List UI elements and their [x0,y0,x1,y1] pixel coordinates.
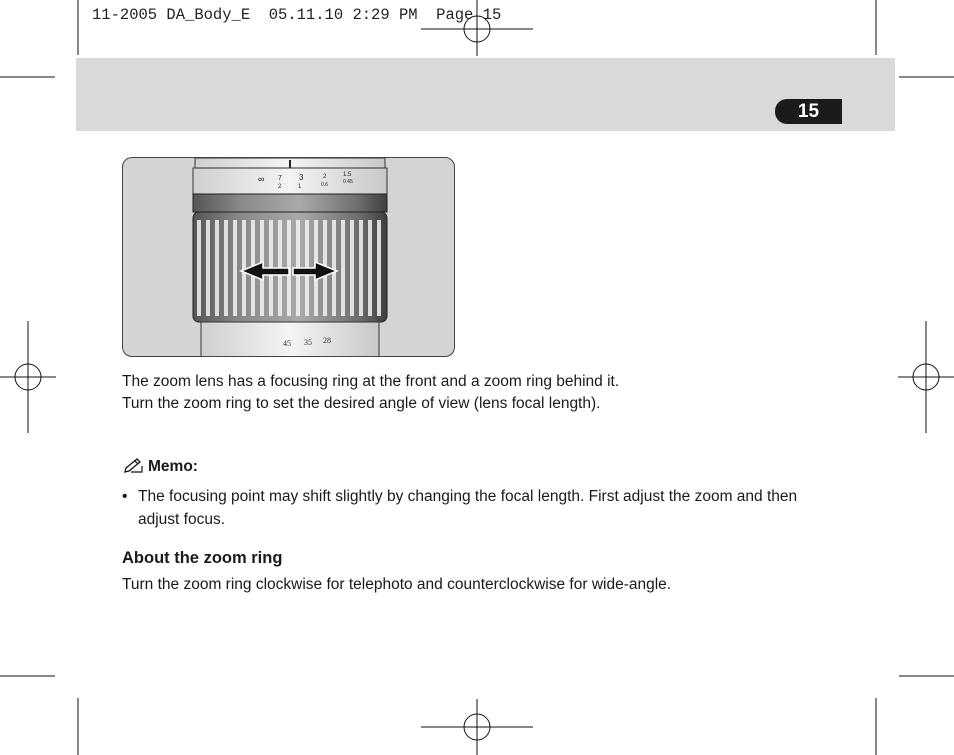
body-line-1: The zoom lens has a focusing ring at the front and a zoom ring behind it. [122,373,620,390]
memo-heading [122,458,198,476]
memo-label: Memo: [148,458,198,475]
distance-scale-upper-4: 1.5 [343,172,352,178]
pencil-memo-icon [122,458,144,474]
registration-target-right [898,321,954,433]
distance-scale-lower-0: 2 [278,184,282,190]
zoom-lens-drawing [123,158,455,357]
lens-illustration [122,157,455,357]
distance-scale-lower-1: 1 [298,184,302,190]
distance-scale-upper-2: 3 [299,173,304,182]
body-line-2: Turn the zoom ring to set the desired angle of view (lens focal length). [122,395,601,412]
distance-scale-upper-0: ∞ [258,174,265,184]
distance-scale-upper-1: 7 [278,175,282,182]
focal-mark-2: 28 [323,336,331,345]
zoom-ring-heading: About the zoom ring [122,549,283,567]
distance-scale-upper-3: 2 [323,174,327,180]
focal-mark-0: 45 [283,339,291,348]
print-slug: 11-2005 DA_Body_E 05.11.10 2:29 PM Page 15 [92,6,502,24]
header-band [76,58,895,131]
distance-scale-lower-3: 0.45 [343,179,353,185]
bullet-dot: • [122,488,128,505]
zoom-ring-text: Turn the zoom ring clockwise for telephoto and counterclockwise for wide-angle. [122,576,672,593]
registration-target-left [0,321,56,433]
distance-scale-lower-2: 0.6 [321,182,328,188]
memo-bullet-text: The focusing point may shift slightly by changing the focal length. First adjust the zoom and then adjust focus. [138,488,798,528]
registration-target-bottom [421,699,533,755]
page-number-tab: 15 [775,99,842,124]
focal-mark-1: 35 [304,338,312,347]
